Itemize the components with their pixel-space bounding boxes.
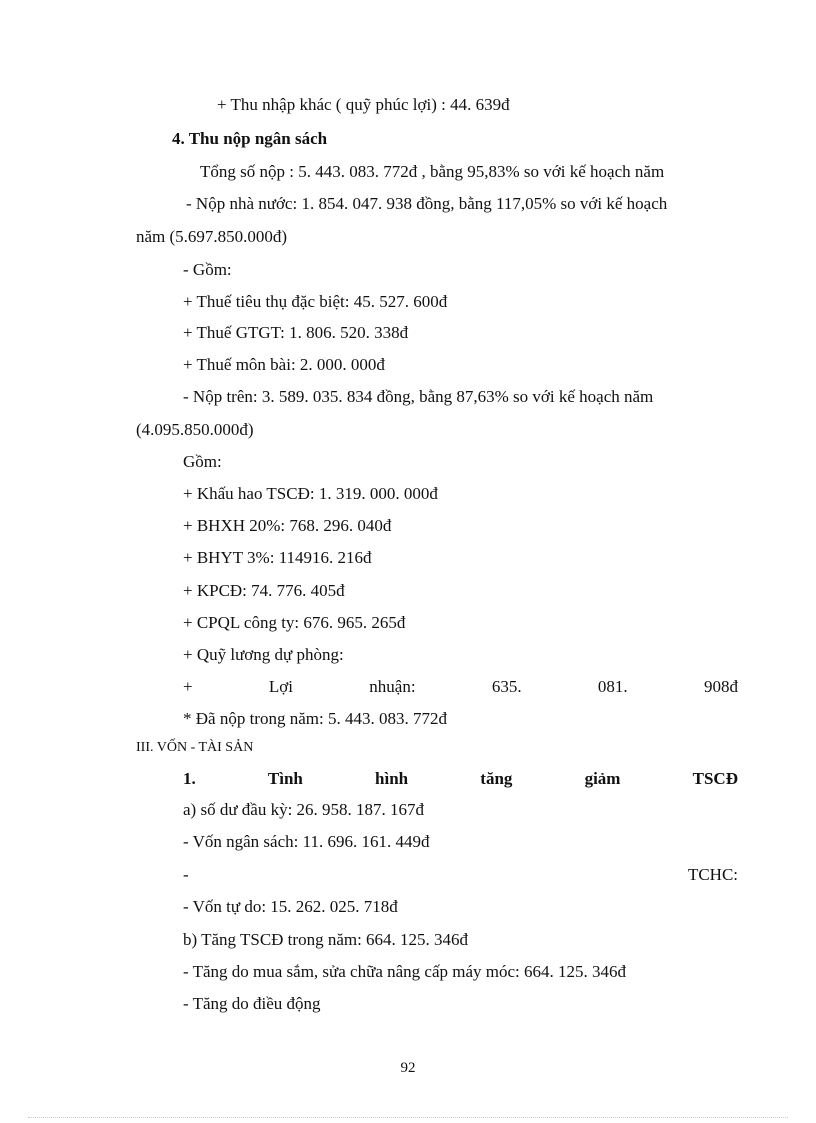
word: + (183, 677, 193, 696)
line-von-tu-do: - Vốn tự do: 15. 262. 025. 718đ (183, 897, 398, 916)
word: 908đ (703, 677, 738, 696)
word: TCHC: (687, 865, 738, 884)
word: - (183, 865, 189, 884)
line-ke-hoach-nam-2: (4.095.850.000đ) (136, 420, 254, 439)
word: tăng (480, 769, 513, 788)
word: TSCĐ (692, 769, 738, 788)
line-gom-1: - Gồm: (183, 260, 232, 279)
line-thue-gtgt: + Thuế GTGT: 1. 806. 520. 338đ (183, 323, 409, 342)
word: Lợi (268, 677, 293, 696)
line-so-du-dau-ky: a) số dư đầu kỳ: 26. 958. 187. 167đ (183, 800, 425, 819)
line-cpql: + CPQL công ty: 676. 965. 265đ (183, 613, 406, 632)
line-loi-nhuan (183, 676, 738, 698)
line-quy-luong: + Quỹ lương dự phòng: (183, 645, 344, 664)
line-bhxh: + BHXH 20%: 768. 296. 040đ (183, 516, 392, 535)
word: 081. (597, 677, 628, 696)
line-da-nop: * Đã nộp trong năm: 5. 443. 083. 772đ (183, 709, 447, 728)
line-kpcd: + KPCĐ: 74. 776. 405đ (183, 581, 345, 600)
section-heading-von-tai-san: III. VỐN - TÀI SẢN (136, 740, 254, 755)
page-bottom-divider (28, 1117, 788, 1118)
line-khau-hao: + Khấu hao TSCĐ: 1. 319. 000. 000đ (183, 484, 438, 503)
line-thu-nhap-khac: + Thu nhập khác ( quỹ phúc lợi) : 44. 639đ (217, 95, 510, 114)
line-bhyt: + BHYT 3%: 114916. 216đ (183, 548, 372, 567)
line-thue-mon-bai: + Thuế môn bài: 2. 000. 000đ (183, 355, 385, 374)
line-ke-hoach-nam-1: năm (5.697.850.000đ) (136, 227, 288, 246)
heading-thu-nop-ngan-sach: 4. Thu nộp ngân sách (172, 129, 328, 148)
line-gom-2: Gồm: (183, 452, 222, 471)
line-von-ngan-sach: - Vốn ngân sách: 11. 696. 161. 449đ (183, 832, 430, 851)
line-nop-tren: - Nộp trên: 3. 589. 035. 834 đồng, bằng 87,63% so với kế hoạch năm (183, 387, 654, 406)
line-nop-nha-nuoc: - Nộp nhà nước: 1. 854. 047. 938 đồng, bằng 117,05% so với kế hoạch (186, 194, 668, 213)
line-tong-so-nop: Tổng số nộp : 5. 443. 083. 772đ , bằng 95,83% so với kế hoạch năm (200, 162, 665, 181)
word: hình (375, 769, 409, 788)
word: 635. (491, 677, 522, 696)
line-tang-dieu-dong: - Tăng do điều động (183, 994, 321, 1013)
heading-tinh-hinh-tscd (183, 768, 738, 790)
line-thue-ttdb: + Thuế tiêu thụ đặc biệt: 45. 527. 600đ (183, 292, 448, 311)
page-number: 92 (400, 1060, 416, 1076)
line-tchc (183, 864, 738, 886)
word: 1. (183, 769, 196, 788)
word: nhuận: (369, 677, 416, 696)
line-tang-tscd: b) Tăng TSCĐ trong năm: 664. 125. 346đ (183, 930, 469, 949)
line-tang-mua-sam: - Tăng do mua sắm, sửa chữa nâng cấp máy móc: 664. 125. 346đ (183, 962, 627, 981)
word: Tình (267, 769, 303, 788)
word: giảm (584, 769, 621, 788)
